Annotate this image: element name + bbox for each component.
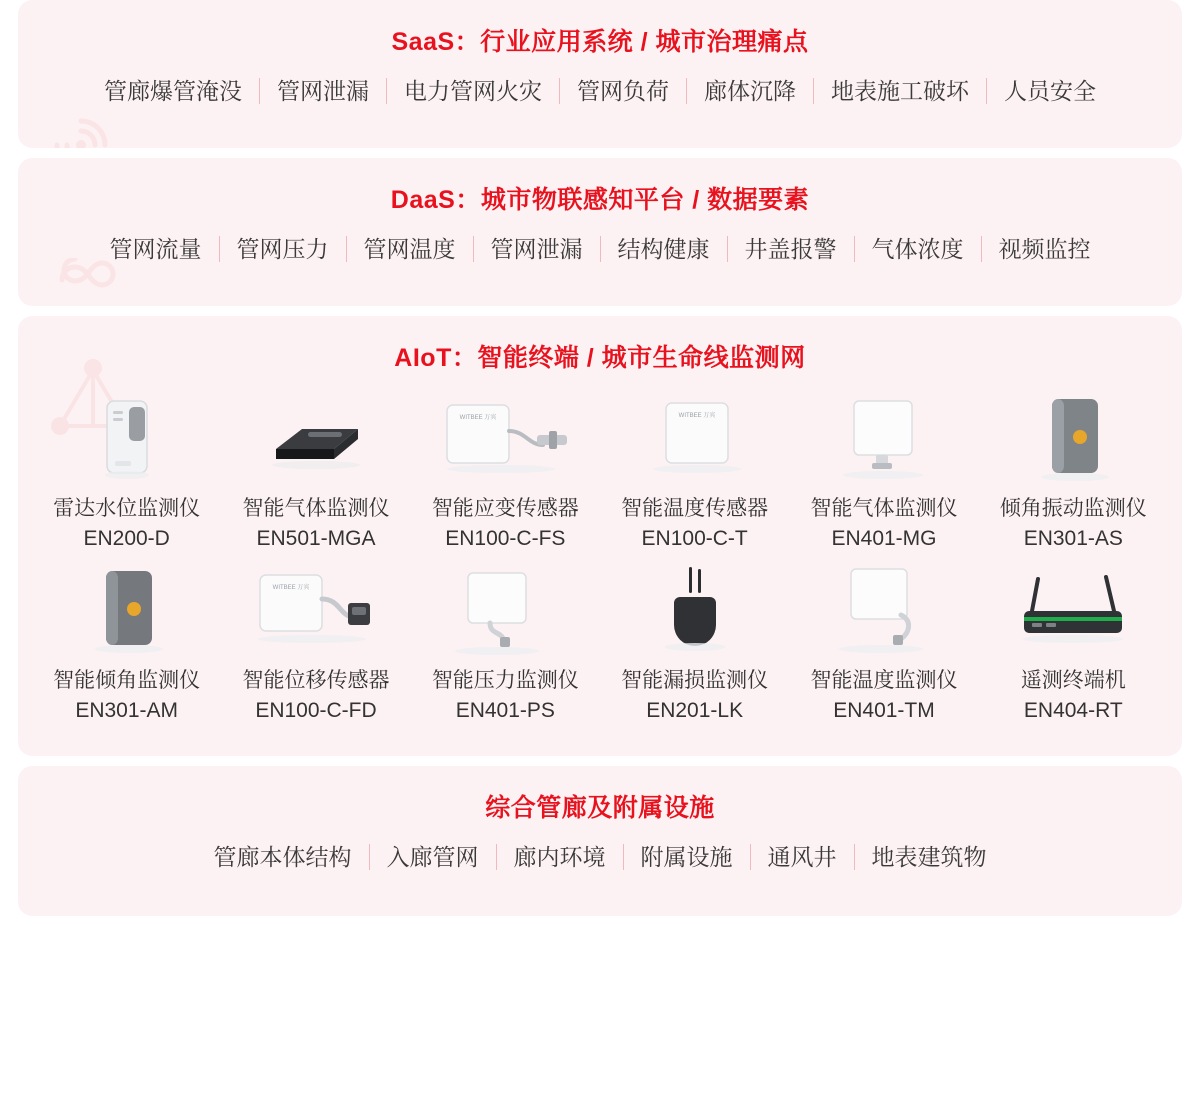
infrastructure-tag[interactable]: 入廊管网 [386,844,479,870]
svg-text:WITBEE 万宾: WITBEE 万宾 [678,413,715,419]
daas-tag[interactable]: 管网压力 [236,236,329,262]
daas-title: DaaS：城市物联感知平台 / 数据要素 [390,186,810,214]
tilt-vibration-device-icon [981,384,1166,494]
device-name: 智能气体监测仪 [810,497,958,520]
daas-tag[interactable]: 气体浓度 [871,236,964,262]
svg-text:WITBEE 万宾: WITBEE 万宾 [272,585,310,591]
aiot-panel [18,316,1182,756]
aiot-title: AIoT：智能终端 / 城市生命线监测网 [394,344,806,372]
daas-tag[interactable]: 视频监控 [998,236,1091,262]
device-card[interactable] [221,384,410,554]
device-model: EN100-C-FS [445,527,566,550]
saas-tag[interactable]: 电力管网火灾 [404,78,542,104]
device-name: 雷达水位监测仪 [53,497,201,520]
saas-panel [18,0,1182,148]
tilt-monitor-device-icon [34,556,219,666]
device-name: 智能应变传感器 [431,497,579,520]
device-model: EN100-C-FD [255,699,377,722]
saas-tag[interactable]: 地表施工破坏 [831,78,969,104]
pressure-monitor-device-icon [413,556,598,666]
saas-tag[interactable]: 管网泄漏 [277,78,369,104]
device-card[interactable] [411,384,600,554]
device-model: EN201-LK [646,699,744,722]
device-model: EN401-PS [455,699,555,722]
device-card[interactable] [979,384,1168,554]
device-model: EN401-TM [833,699,935,722]
leak-monitor-device-icon [602,556,787,666]
daas-tag[interactable]: 结构健康 [617,236,710,262]
device-model: EN401-MG [831,527,937,550]
device-name: 遥测终端机 [1020,669,1126,692]
infrastructure-title: 综合管廊及附属设施 [485,794,715,822]
device-card[interactable] [411,556,600,726]
daas-panel [18,158,1182,306]
strain-sensor-device-icon [413,384,598,494]
infrastructure-tag[interactable]: 附属设施 [640,844,733,870]
device-name: 智能倾角监测仪 [53,669,201,692]
device-card[interactable] [789,556,978,726]
device-card[interactable] [600,384,789,554]
svg-text:WITBEE 万宾: WITBEE 万宾 [459,415,497,421]
device-card[interactable] [600,556,789,726]
saas-tag[interactable]: 廊体沉降 [704,78,796,104]
device-name: 智能温度监测仪 [810,669,958,692]
saas-tag[interactable]: 管廊爆管淹没 [104,78,242,104]
displacement-sensor-device-icon [223,556,408,666]
device-name: 智能压力监测仪 [431,669,579,692]
device-model: EN301-AM [75,699,179,722]
device-model: EN301-AS [1023,527,1123,550]
device-model: EN404-RT [1023,699,1123,722]
saas-tag[interactable]: 管网负荷 [577,78,669,104]
device-name: 智能温度传感器 [621,497,769,520]
device-card[interactable] [32,556,221,726]
device-name: 智能漏损监测仪 [621,669,769,692]
device-card[interactable] [221,556,410,726]
daas-tag[interactable]: 井盖报警 [744,236,837,262]
infrastructure-panel [18,766,1182,916]
device-name: 倾角振动监测仪 [999,497,1147,520]
device-grid [18,380,1182,726]
infrastructure-tag[interactable]: 廊内环境 [513,844,606,870]
temperature-monitor-device-icon [791,556,976,666]
infrastructure-tag-row [18,830,1182,900]
saas-tag-row [18,64,1182,134]
saas-title: SaaS：行业应用系统 / 城市治理痛点 [391,28,809,56]
daas-tag[interactable]: 管网流量 [109,236,202,262]
device-card[interactable] [32,384,221,554]
rtu-router-device-icon [981,556,1166,666]
gas-monitor-device-icon [223,384,408,494]
daas-tag[interactable]: 管网泄漏 [490,236,583,262]
gas-detector-device-icon [791,384,976,494]
infrastructure-tag[interactable]: 管廊本体结构 [213,844,352,870]
temperature-sensor-device-icon [602,384,787,494]
saas-tag[interactable]: 人员安全 [1004,78,1096,104]
device-model: EN501-MGA [256,527,376,550]
device-card[interactable] [979,556,1168,726]
daas-tag-row [18,222,1182,292]
device-card[interactable] [789,384,978,554]
device-model: EN100-C-T [641,527,748,550]
infrastructure-tag[interactable]: 通风井 [767,844,837,870]
device-name: 智能气体监测仪 [242,497,390,520]
radar-level-device-icon [34,384,219,494]
device-name: 智能位移传感器 [242,669,390,692]
device-model: EN200-D [83,527,170,550]
daas-tag[interactable]: 管网温度 [363,236,456,262]
infrastructure-tag[interactable]: 地表建筑物 [871,844,987,870]
